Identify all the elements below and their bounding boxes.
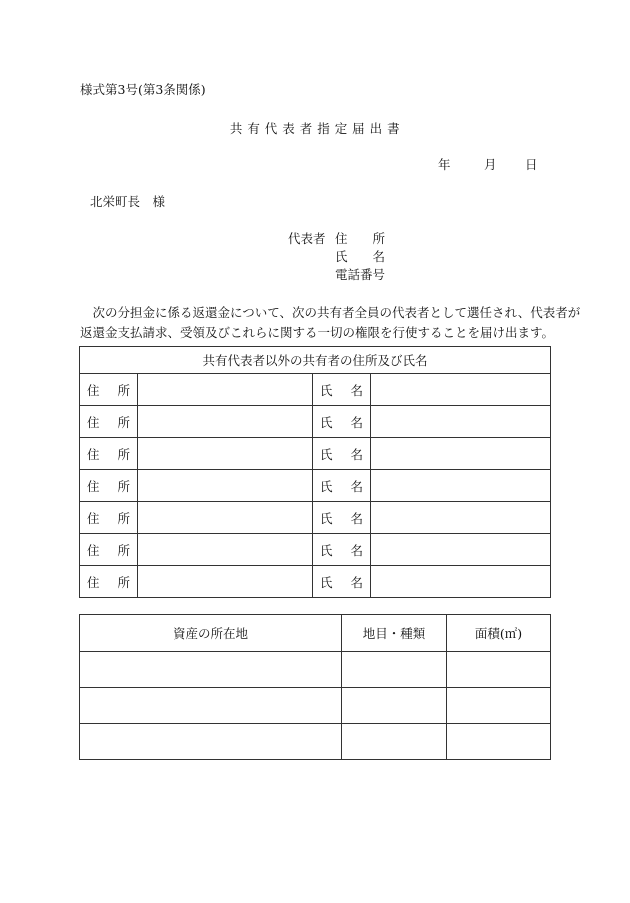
date-year-label: 年 xyxy=(438,157,451,172)
assets-header-area: 面積(㎡) xyxy=(447,615,551,652)
co-owner-row xyxy=(80,534,551,566)
co-owner-name-field[interactable] xyxy=(371,406,551,438)
co-owner-row xyxy=(80,566,551,598)
co-owner-name-field[interactable] xyxy=(371,566,551,598)
representative-phone-label: 電話番号 xyxy=(335,267,386,282)
asset-location-field[interactable] xyxy=(80,652,342,688)
assets-header-category: 地目・種類 xyxy=(342,615,447,652)
co-owner-name-field[interactable] xyxy=(371,534,551,566)
representative-name-label: 氏 名 xyxy=(335,249,386,264)
asset-location-field[interactable] xyxy=(80,724,342,760)
co-owner-address-label: 住所 xyxy=(80,406,138,438)
co-owner-address-field[interactable] xyxy=(138,374,313,406)
body-line-2: 返還金支払請求、受領及びこれらに関する一切の権限を行使することを届け出ます。 xyxy=(80,324,555,340)
co-owners-table xyxy=(79,346,551,598)
co-owner-address-field[interactable] xyxy=(138,470,313,502)
representative-lead: 代表者 xyxy=(288,231,326,246)
date-month-label: 月 xyxy=(483,157,497,172)
asset-category-field[interactable] xyxy=(342,724,447,760)
co-owner-address-label: 住所 xyxy=(80,374,138,406)
co-owner-row xyxy=(80,374,551,406)
co-owners-table-header: 共有代表者以外の共有者の住所及び氏名 xyxy=(80,347,551,374)
co-owner-address-field[interactable] xyxy=(138,406,313,438)
document-title: 共 有 代 表 者 指 定 届 出 書 xyxy=(229,121,401,136)
co-owner-name-label: 氏名 xyxy=(313,534,371,566)
date-line xyxy=(438,155,537,173)
asset-row xyxy=(80,724,551,760)
asset-category-field[interactable] xyxy=(342,688,447,724)
asset-area-field[interactable] xyxy=(447,724,551,760)
co-owner-name-field[interactable] xyxy=(371,374,551,406)
co-owner-address-label: 住所 xyxy=(80,566,138,598)
assets-header-location: 資産の所在地 xyxy=(80,615,342,652)
co-owner-address-label: 住所 xyxy=(80,470,138,502)
co-owner-address-field[interactable] xyxy=(138,566,313,598)
co-owner-name-label: 氏名 xyxy=(313,470,371,502)
asset-area-field[interactable] xyxy=(447,688,551,724)
body-text xyxy=(80,303,580,342)
form-number: 様式第3号(第3条関係) xyxy=(80,82,206,97)
addressee: 北栄町長 様 xyxy=(90,194,166,209)
co-owner-row xyxy=(80,406,551,438)
co-owner-row xyxy=(80,470,551,502)
co-owner-address-field[interactable] xyxy=(138,534,313,566)
co-owner-name-label: 氏名 xyxy=(313,374,371,406)
representative-block xyxy=(288,230,386,284)
asset-area-field[interactable] xyxy=(447,652,551,688)
co-owner-name-label: 氏名 xyxy=(313,566,371,598)
co-owner-address-label: 住所 xyxy=(80,502,138,534)
body-line-1: 次の分担金に係る返還金について、次の共有者全員の代表者として選任され、代表者が xyxy=(80,305,581,320)
co-owner-name-label: 氏名 xyxy=(313,406,371,438)
assets-table xyxy=(79,614,551,760)
asset-category-field[interactable] xyxy=(342,652,447,688)
co-owner-name-field[interactable] xyxy=(371,438,551,470)
co-owner-name-label: 氏名 xyxy=(313,438,371,470)
co-owner-address-label: 住所 xyxy=(80,438,138,470)
asset-location-field[interactable] xyxy=(80,688,342,724)
representative-address-label: 住 所 xyxy=(335,231,386,246)
co-owner-row xyxy=(80,438,551,470)
co-owner-address-label: 住所 xyxy=(80,534,138,566)
co-owner-name-field[interactable] xyxy=(371,502,551,534)
date-day-label: 日 xyxy=(524,157,538,172)
asset-row xyxy=(80,652,551,688)
co-owner-row xyxy=(80,502,551,534)
co-owner-address-field[interactable] xyxy=(138,502,313,534)
co-owner-name-field[interactable] xyxy=(371,470,551,502)
asset-row xyxy=(80,688,551,724)
co-owner-name-label: 氏名 xyxy=(313,502,371,534)
co-owner-address-field[interactable] xyxy=(138,438,313,470)
